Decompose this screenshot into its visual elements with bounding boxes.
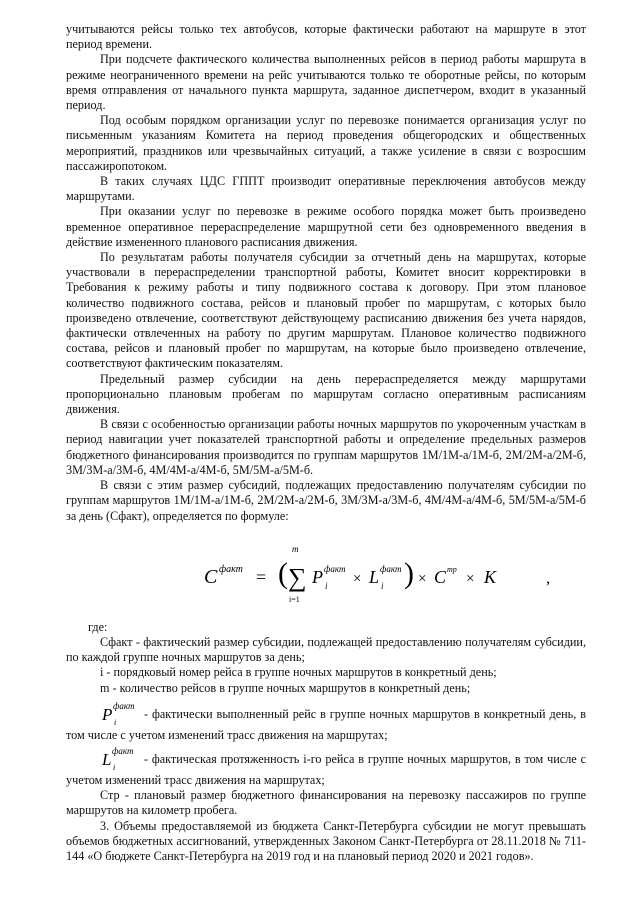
paragraph: Предельный размер субсидии на день перераспределяется между маршрутами пропорционально плановым пробегам по маршрутам согласно оперативным расписаниям движения. — [66, 371, 586, 417]
definition-i: i - порядковый номер рейса в группе ночных маршрутов в конкретный день; — [100, 665, 497, 680]
definition-m: m - количество рейсов в группе ночных маршрутов в конкретный день; — [100, 680, 471, 695]
paragraph: В таких случаях ЦДС ГППТ производит оперативные переключения автобусов между маршрутами. — [66, 174, 586, 204]
definition-c-tr: Стр - плановый размер бюджетного финансирования на перевозку пассажиров по группе маршрутов на километр пробега. — [66, 788, 586, 818]
paragraph: В связи с особенностью организации работы ночных маршрутов по укороченным участкам в период навигации учет показателей транспортной работы и определение предельных размеров бюджетного финансирования производится по группам маршрутов 1М/1М-а/1М-б, 2М/2М-а/2М-б, 3М/3М-а/3М-б, 4М/4М-а/4М-б, 5М/5М-а/5М-б. — [66, 417, 586, 477]
formula-trailing-comma: , — [546, 569, 550, 587]
definition-c-fact: Сфакт - фактический размер субсидии, подлежащей предоставлению получателям субсидии, по каждой группе ночных маршрутов за день; — [66, 634, 586, 665]
formula-close-paren: ) — [404, 556, 414, 590]
formula-k-symbol: K — [484, 566, 497, 587]
formula-sum-sign: ∑ — [288, 562, 307, 592]
formula-l-sub: i — [381, 580, 384, 591]
definition-p-fact-text: - фактически выполненный рейс в группе ночных маршрутов в конкретный день, в том числе с учетом изменений трасс движения на маршрутах; — [66, 706, 586, 742]
formula-c-symbol: C — [434, 566, 447, 587]
formula-lhs: C — [204, 565, 218, 588]
formula-equals: = — [256, 566, 267, 587]
p-fact-symbol-sup: факт — [113, 700, 135, 711]
definition-l-fact-row — [66, 745, 586, 788]
formula-times-3: × — [466, 570, 475, 587]
paragraph: Под особым порядком организации услуг по перевозке понимается организация услуг по письменным указаниям Комитета на период проведения общегородских и общественных мероприятий, праздников или чрезвычайных ситуаций, а также усиление в связи с возросшим пассажиропотоком. — [66, 113, 586, 173]
subsidy-formula — [66, 524, 586, 620]
formula-l-symbol: L — [369, 566, 380, 587]
l-fact-symbol — [100, 745, 140, 773]
section-3-paragraph: 3. Объемы предоставляемой из бюджета Санкт-Петербурга субсидии не могут превышать объемов бюджетных ассигнований, утвержденных Законом Санкт-Петербурга от 28.11.2018 № 711-144 «О бюджете Санкт-Петербурга на 2019 год и на плановый период 2020 и 2021 годов». — [66, 818, 586, 863]
p-fact-symbol — [100, 700, 140, 728]
formula-p-sup: факт — [324, 563, 346, 574]
formula-sum-top: m — [292, 543, 299, 554]
definitions-intro: где: — [88, 619, 108, 634]
definition-l-fact-text: - фактическая протяженность i-го рейса в группе ночных маршрутов, в том числе с учетом изменений трасс движения на маршрутах; — [66, 751, 586, 787]
formula-p-sub: i — [325, 580, 328, 591]
paragraph: учитываются рейсы только тех автобусов, которые фактически работают на маршруте в этот период времени. — [66, 22, 586, 52]
formula-p-symbol: P — [312, 566, 323, 587]
definition-p-fact-row — [66, 700, 586, 743]
paragraph: В связи с этим размер субсидий, подлежащих предоставлению получателям субсидии по группам маршрутов 1М/1М-а/1М-б, 2М/2М-а/2М-б, 3М/3М-а/3М-б, 4М/4М-а/4М-б, 5М/5М-а/5М-б за день (Сфакт), определяется по формуле: — [66, 478, 586, 523]
formula-l-sup: факт — [380, 563, 402, 574]
paragraph: При оказании услуг по перевозке в режиме особого порядка может быть произведено временное оперативное перераспределение маршрутной сети без одновременного введения в действие измененного планового расписания движения. — [66, 204, 586, 249]
paragraph: При подсчете фактического количества выполненных рейсов в период работы маршрута в режиме неограниченного времени на рейс учитываются только те оборотные рейсы, по которым время отправления от начального пункта маршрута, заданное диспетчером, входит в указанный период. — [66, 52, 586, 113]
formula-lhs-sup: факт — [219, 563, 243, 575]
l-fact-symbol-sup: факт — [112, 745, 134, 756]
formula-sum-bottom: i=1 — [289, 594, 300, 604]
paragraph: По результатам работы получателя субсидии за отчетный день на маршрутах, которые участвовали в перераспределении транспортной работы, Комитет вносит корректировки в Требования к режиму работы и типу подвижного состава к договору. При этом плановое количество подвижного состава, рейсов и плановый пробег по маршрутам, с которых было произведено отвлечение, соответствуют действующему расписанию движения без учета нарядов, фактически отвлеченных на работу по другим маршрутам. Плановое количество подвижного состава, рейсов и плановый пробег по маршрутам, на которые было произведено отвлечение, соответствуют фактическим показателям. — [66, 250, 586, 371]
l-fact-symbol-letter: L — [102, 749, 112, 769]
formula-c-sup: тр — [447, 564, 457, 574]
formula-times-2: × — [418, 570, 427, 587]
formula-times-1: × — [353, 570, 362, 587]
l-fact-symbol-sub: i — [113, 762, 116, 772]
formula-open-paren: ( — [278, 556, 288, 590]
document-body — [66, 22, 586, 864]
p-fact-symbol-letter: P — [102, 704, 113, 724]
p-fact-symbol-sub: i — [114, 717, 117, 727]
